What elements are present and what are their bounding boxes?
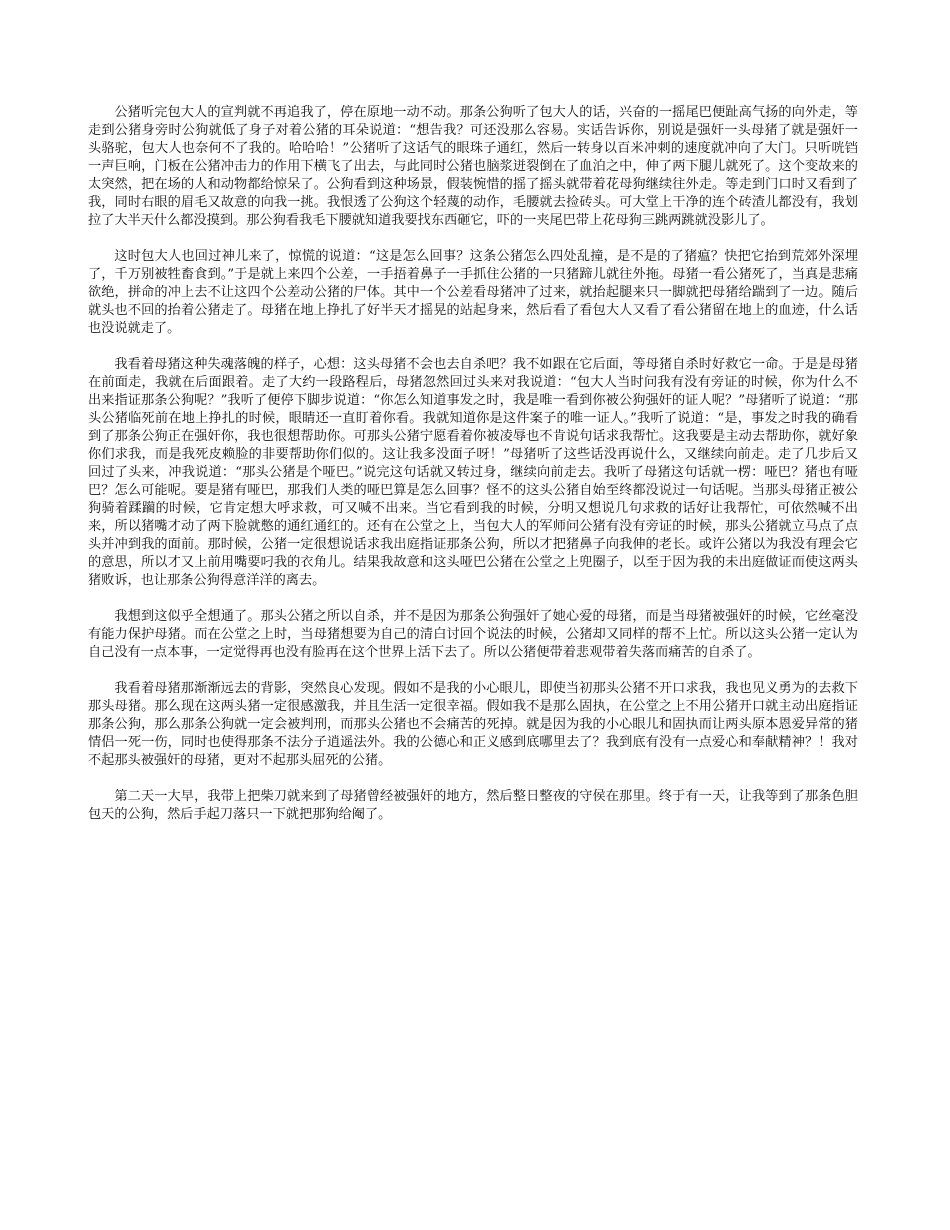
document-page (88, 104, 858, 842)
paragraph-3: 我看着母猪这种失魂落魄的样子，心想：这头母猪不会也去自杀吧？我不如跟在它后面，等母猪自杀时好救它一命。于是是母猪在前面走，我就在后面跟着。走了大约一段路程后，母猪忽然回过头来对我说道：“包大人当时问我有没有旁证的时候，你为什么不出来指证那条公狗呢？”我听了便停下脚步说道：“你怎么知道事发之时，我是唯一看到你被公狗强奸的证人呢？”母猪听了说道：“那头公猪临死前在地上挣扎的时候，眼睛还一直盯着你看。我就知道你是这件案子的唯一证人。”我听了说道：“是，事发之时我的确看到了那条公狗正在强奸你，我也很想帮助你。可那头公猪宁愿看着你被凌辱也不肯说句话求我帮忙。这我要是主动去帮助你，就好象你们求我，而是我死皮赖脸的非要帮助你们似的。这让我多没面子呀！”母猪听了这些话没再说什么，又继续向前走。走了几步后又回过了头来，冲我说道：“那头公猪是个哑巴。”说完这句话就又转过身，继续向前走去。我听了母猪这句话就一楞：哑巴？猪也有哑巴？怎么可能呢。要是猪有哑巴，那我们人类的哑巴算是怎么回事？怪不的这头公猪自始至终都没说过一句话呢。当那头母猪正被公狗骑着蹂躏的时候，它肯定想大呼求救，可又喊不出来。当它看到我的时候，分明又想说几句求救的话好让我帮忙，可依然喊不出来，所以猪嘴才动了两下脸就憋的通红通红的。还有在公堂之上，当包大人的军师问公猪有没有旁证的时候，那头公猪就立马点了点头并冲到我的面前。那时候，公猪一定很想说话求我出庭指证那条公狗，所以才把猪鼻子向我伸的老长。或许公猪以为我没有理会它的意思，所以才又上前用嘴要叼我的衣角儿。结果我故意和这头哑巴公猪在公堂之上兜圈子，以至于因为我的未出庭做证而使这两头猪败诉，也让那条公狗得意洋洋的离去。 (88, 357, 858, 588)
paragraph-2: 这时包大人也回过神儿来了，惊慌的说道：“这是怎么回事？这条公猪怎么四处乱撞，是不是的了猪瘟？快把它抬到荒郊外深埋了，千万别被牲畜食到。”于是就上来四个公差，一手捂着鼻子一手抓住公猪的一只猪蹄儿就往外拖。母猪一看公猪死了，当真是悲痛欲绝，拼命的冲上去不让这四个公差动公猪的尸体。其中一个公差看母猪冲了过来，就抬起腿来只一脚就把母猪给踹到了一边。随后就头也不回的抬着公猪走了。母猪在地上挣扎了好半天才摇晃的站起身来，然后看了看包大人又看了看公猪留在地上的血迹，什么话也没说就走了。 (88, 249, 858, 336)
paragraph-6: 第二天一大早，我带上把柴刀就来到了母猪曾经被强奸的地方，然后整日整夜的守侯在那里。终于有一天，让我等到了那条色胆包天的公狗，然后手起刀落只一下就把那狗给阉了。 (88, 789, 858, 822)
paragraph-1: 公猪听完包大人的宣判就不再追我了，停在原地一动不动。那条公狗听了包大人的话，兴奋的一摇尾巴便趾高气扬的向外走，等走到公猪身旁时公狗就低了身子对着公猪的耳朵说道：“想告我？可还没那么容易。实话告诉你，别说是强奸一头母猪了就是强奸一头骆驼，包大人也奈何不了我的。哈哈哈！”公猪听了这话气的眼珠子通红，然后一转身以百米冲刺的速度就冲向了大门。只听咣铛一声巨响，门板在公猪冲击力的作用下横飞了出去，与此同时公猪也脑浆迸裂倒在了血泊之中，伸了两下腿儿就死了。这个变故来的太突然，把在场的人和动物都给惊呆了。公狗看到这种场景，假装惋惜的摇了摇头就带着花母狗继续往外走。等走到门口时又看到了我，同时右眼的眉毛又故意的向我一挑。我恨透了公狗这个轻蔑的动作，毛腰就去捡砖头。可大堂上干净的连个砖渣儿都没有，我划拉了大半天什么都没摸到。那公狗看我毛下腰就知道我要找东西砸它，吓的一夹尾巴带上花母狗三跳两跳就没影儿了。 (88, 105, 858, 228)
paragraph-4: 我想到这似乎全想通了。那头公猪之所以自杀，并不是因为那条公狗强奸了她心爱的母猪，而是当母猪被强奸的时候，它丝毫没有能力保护母猪。而在公堂之上时，当母猪想要为自己的清白讨回个说法的时候，公猪却又同样的帮不上忙。所以这头公猪一定认为自己没有一点本事，一定觉得再也没有脸再在这个世界上活下去了。所以公猪便带着悲观带着失落而痛苦的自杀了。 (88, 609, 858, 660)
paragraph-5: 我看着母猪那渐渐远去的背影，突然良心发现。假如不是我的小心眼儿，即使当初那头公猪不开口求我，我也见义勇为的去救下那头母猪。那么现在这两头猪一定很感激我，并且生活一定很幸福。假如我不是那么固执，在公堂之上不用公猪开口就主动出庭指证那条公狗，那么那条公狗就一定会被判刑，而那头公猪也不会痛苦的死掉。就是因为我的小心眼儿和固执而让两头原本恩爱异常的猪情侣一死一伤，同时也使得那条不法分子逍遥法外。我的公德心和正义感到底哪里去了？我到底有没有一点爱心和奉献精神？！我对不起那头被强奸的母猪，更对不起那头屈死的公猪。 (88, 681, 858, 768)
